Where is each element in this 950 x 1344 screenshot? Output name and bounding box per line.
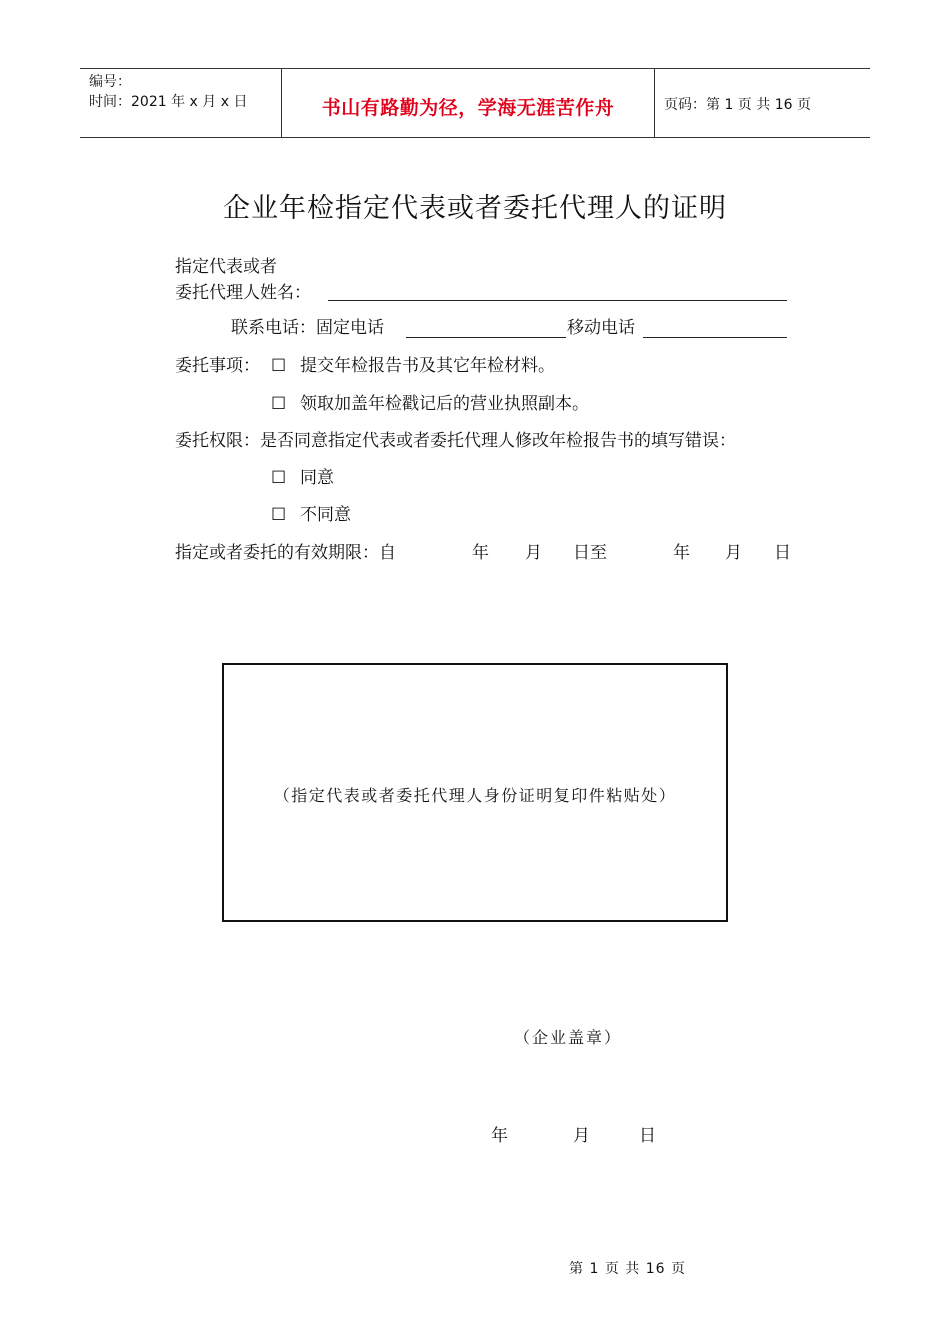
validity-label: 指定或者委托的有效期限：自: [175, 543, 396, 563]
footer-middle: 页 共: [604, 1261, 641, 1277]
validity-start-month: 月: [525, 543, 542, 563]
number-label: 编号：: [89, 74, 131, 90]
mobile-label: 移动电话: [567, 318, 635, 338]
motto: 书山有路勤为径，学海无涯苦作舟: [321, 97, 615, 119]
document-title: 企业年检指定代表或者委托代理人的证明: [223, 193, 727, 224]
matter-2-label: 领取加盖年检戳记后的营业执照副本。: [300, 394, 589, 414]
agree-label: 同意: [300, 468, 334, 488]
header-table: [80, 68, 870, 138]
name-field-line[interactable]: [328, 300, 787, 301]
validity-end-month: 月: [725, 543, 742, 563]
contact-label: 联系电话：固定电话: [231, 318, 384, 338]
landline-field-line[interactable]: [406, 337, 566, 338]
footer-total: 16: [645, 1261, 666, 1277]
footer-page: 1: [589, 1261, 600, 1277]
validity-start-year: 年: [472, 543, 489, 563]
validity-end-day: 日: [774, 543, 791, 563]
footer-suffix: 页: [671, 1261, 687, 1277]
footer-prefix: 第: [569, 1261, 584, 1277]
time-label: 时间：2021 年 x 月 x 日: [89, 94, 248, 110]
name-label-line2: 委托代理人姓名：: [175, 283, 311, 303]
matter-1-checkbox[interactable]: ☐: [271, 356, 287, 376]
authority-text: 委托权限：是否同意指定代表或者委托代理人修改年检报告书的填写错误：: [175, 431, 736, 451]
disagree-label: 不同意: [300, 505, 351, 525]
name-label-line1: 指定代表或者: [175, 257, 277, 277]
page-info: 页码：第 1 页 共 16 页: [664, 97, 811, 113]
id-copy-caption: （指定代表或者委托代理人身份证明复印件粘贴处）: [273, 786, 677, 805]
agree-checkbox[interactable]: ☐: [271, 468, 287, 488]
seal-month: 月: [573, 1126, 590, 1146]
seal-label: （企业盖章）: [514, 1028, 623, 1047]
seal-day: 日: [639, 1126, 656, 1146]
header-meta: [89, 72, 247, 112]
seal-year: 年: [491, 1126, 508, 1146]
matter-2-checkbox[interactable]: ☐: [271, 394, 287, 414]
matters-label: 委托事项：: [175, 356, 260, 376]
validity-end-year: 年: [673, 543, 690, 563]
mobile-field-line[interactable]: [643, 337, 787, 338]
matter-1-label: 提交年检报告书及其它年检材料。: [300, 356, 555, 376]
validity-start-day-to: 日至: [573, 543, 607, 563]
page-footer: [569, 1258, 686, 1278]
header-divider: [654, 69, 655, 137]
disagree-checkbox[interactable]: ☐: [271, 505, 287, 525]
